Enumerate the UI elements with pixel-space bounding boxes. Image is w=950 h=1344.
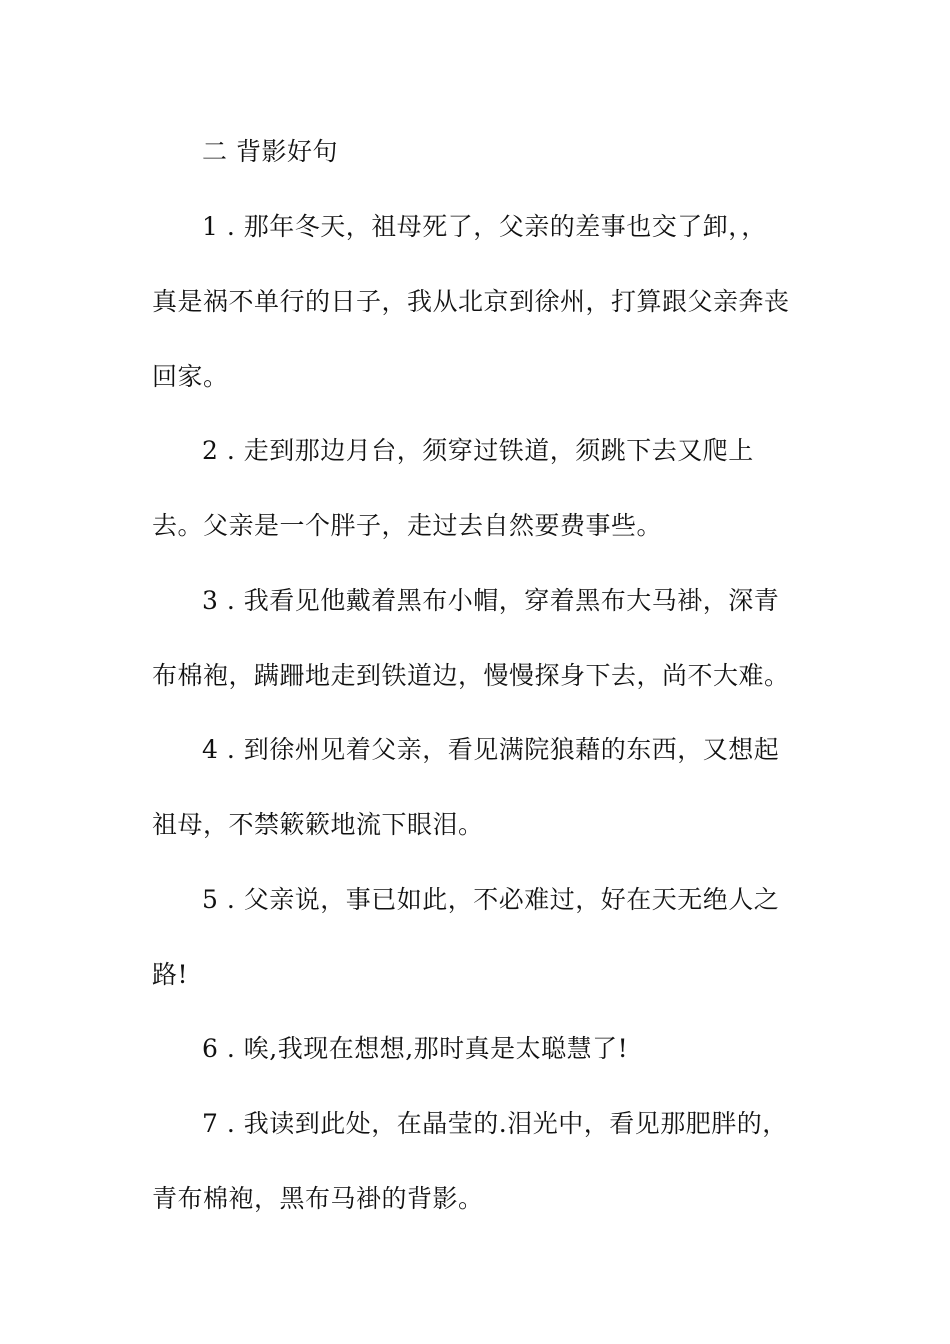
item-line: 2 . 走到那边月台，须穿过铁道，须跳下去又爬上 [202, 436, 754, 465]
item-line: 7 . 我读到此处，在晶莹的.泪光中，看见那肥胖的， [202, 1109, 788, 1138]
item-line: 3 . 我看见他戴着黑布小帽，穿着黑布大马褂，深青 [202, 586, 780, 615]
item-line: 去。父亲是一个胖子，走过去自然要费事些。 [152, 511, 663, 540]
item-line: 布棉袍，蹒跚地走到铁道边，慢慢探身下去，尚不大难。 [152, 661, 790, 690]
item-line: 青布棉袍，黑布马褂的背影。 [152, 1184, 484, 1213]
item-line: 真是祸不单行的日子，我从北京到徐州，打算跟父亲奔丧 [152, 287, 790, 316]
section-heading: 二 背影好句 [202, 137, 338, 166]
item-line: 4 . 到徐州见着父亲，看见满院狼藉的东西，又想起 [202, 735, 780, 764]
item-line: 5 . 父亲说，事已如此，不必难过，好在天无绝人之 [202, 885, 780, 914]
item-line: 祖母，不禁簌簌地流下眼泪。 [152, 810, 484, 839]
item-line: 6 . 唉,我现在想想,那时真是太聪慧了! [202, 1034, 629, 1063]
item-line: 回家。 [152, 362, 229, 391]
item-line: 路! [152, 960, 189, 989]
item-line: 1 . 那年冬天，祖母死了，父亲的差事也交了卸，， [202, 212, 767, 241]
